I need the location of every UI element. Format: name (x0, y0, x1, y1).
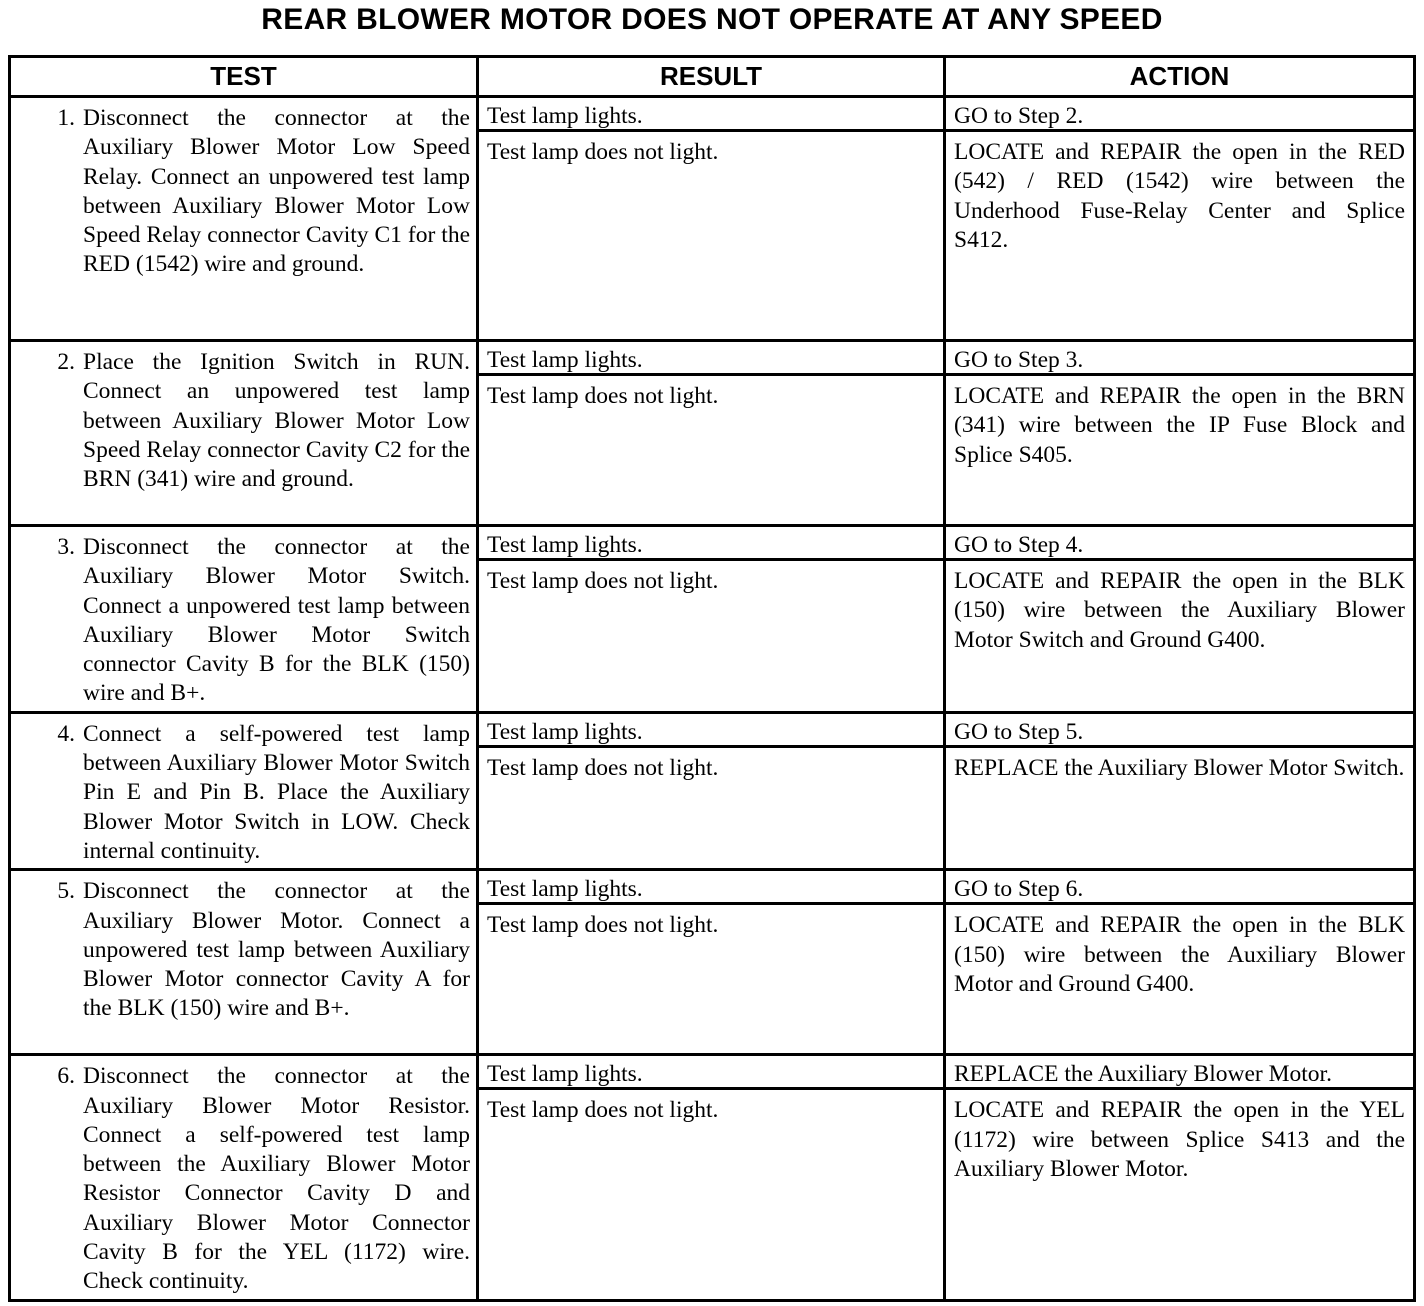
result-column-header: RESULT (478, 57, 945, 97)
result-yes: Test lamp lights. (479, 98, 943, 132)
step-number: 6. (57, 1063, 75, 1090)
table-row (10, 870, 1415, 1055)
result-yes: Test lamp lights. (479, 527, 943, 561)
test-cell (10, 870, 478, 1055)
table-header-row (10, 57, 1415, 97)
test-cell (10, 341, 478, 526)
result-yes: Test lamp lights. (479, 714, 943, 748)
result-yes: Test lamp lights. (479, 871, 943, 905)
action-column-header: ACTION (945, 57, 1415, 97)
result-yes: Test lamp lights. (479, 1056, 943, 1090)
action-cell (945, 97, 1415, 341)
action-no: LOCATE and REPAIR the open in the RED (542) / RED (1542) wire between the Underhood Fuse-Relay Center and Splice S412. (954, 139, 1405, 253)
action-no: REPLACE the Auxiliary Blower Motor Switch. (954, 754, 1405, 781)
test-instruction: Disconnect the connector at the Auxiliary Blower Motor Resistor. Connect a self-powered test lamp between the Auxiliary Blower Motor Resistor Connector Cavity D and Auxiliary Blower Motor Connector Cavity B for the YEL (1172) wire. Check continuity. (83, 1063, 470, 1295)
diagnostic-table (8, 55, 1416, 1302)
action-yes: REPLACE the Auxiliary Blower Motor. (946, 1056, 1413, 1090)
step-number: 4. (57, 720, 75, 747)
test-cell (10, 97, 478, 341)
action-yes: GO to Step 5. (946, 714, 1413, 748)
result-cell (478, 870, 945, 1055)
action-yes: GO to Step 3. (946, 342, 1413, 376)
table-row (10, 341, 1415, 526)
result-cell (478, 97, 945, 341)
result-cell (478, 341, 945, 526)
result-no: Test lamp does not light. (487, 139, 719, 165)
action-cell (945, 341, 1415, 526)
action-yes: GO to Step 6. (946, 871, 1413, 905)
result-no: Test lamp does not light. (487, 383, 719, 409)
test-instruction: Disconnect the connector at the Auxiliary Blower Motor Switch. Connect a unpowered test lamp between Auxiliary Blower Motor Switch connector Cavity B for the BLK (150) wire and B+. (83, 534, 470, 707)
test-instruction: Place the Ignition Switch in RUN. Connect an unpowered test lamp between Auxiliary Blower Motor Low Speed Relay connector Cavity C2 for the BRN (341) wire and ground. (83, 349, 470, 493)
table-row (10, 1055, 1415, 1301)
action-cell (945, 870, 1415, 1055)
step-number: 5. (57, 878, 75, 905)
action-no: LOCATE and REPAIR the open in the BLK (150) wire between the Auxiliary Blower Motor and Ground G400. (954, 912, 1405, 997)
action-no: LOCATE and REPAIR the open in the YEL (1172) wire between Splice S413 and the Auxiliary Blower Motor. (954, 1097, 1405, 1182)
result-no: Test lamp does not light. (487, 912, 719, 939)
step-number: 3. (57, 534, 75, 560)
action-cell (945, 1055, 1415, 1301)
test-instruction: Connect a self-powered test lamp between Auxiliary Blower Motor Switch Pin E and Pin B. Place the Auxiliary Blower Motor Switch in LOW. Check internal continuity. (83, 720, 470, 864)
result-no: Test lamp does not light. (487, 568, 719, 594)
page-title: REAR BLOWER MOTOR DOES NOT OPERATE AT ANY SPEED (261, 3, 1163, 36)
result-yes: Test lamp lights. (479, 342, 943, 376)
action-no: LOCATE and REPAIR the open in the BLK (150) wire between the Auxiliary Blower Motor Switch and Ground G400. (954, 568, 1405, 653)
action-cell (945, 526, 1415, 713)
test-instruction: Disconnect the connector at the Auxiliary Blower Motor Low Speed Relay. Connect an unpowered test lamp between Auxiliary Blower Motor Low Speed Relay connector Cavity C1 for the RED (1542) wire and ground. (83, 105, 470, 278)
step-number: 1. (57, 105, 75, 131)
test-instruction: Disconnect the connector at the Auxiliary Blower Motor. Connect a unpowered test lamp between Auxiliary Blower Motor connector Cavity A for the BLK (150) wire and B+. (83, 878, 470, 1022)
table-row (10, 712, 1415, 869)
result-cell (478, 712, 945, 869)
test-cell (10, 712, 478, 869)
test-cell (10, 526, 478, 713)
test-cell (10, 1055, 478, 1301)
action-yes: GO to Step 2. (946, 98, 1413, 132)
table-row (10, 526, 1415, 713)
table-row (10, 97, 1415, 341)
action-yes: GO to Step 4. (946, 527, 1413, 561)
action-cell (945, 712, 1415, 869)
action-no: LOCATE and REPAIR the open in the BRN (341) wire between the IP Fuse Block and Splice S405. (954, 383, 1405, 468)
result-no: Test lamp does not light. (487, 1097, 719, 1124)
test-column-header: TEST (10, 57, 478, 97)
step-number: 2. (57, 349, 75, 375)
result-no: Test lamp does not light. (487, 754, 719, 781)
result-cell (478, 526, 945, 713)
result-cell (478, 1055, 945, 1301)
